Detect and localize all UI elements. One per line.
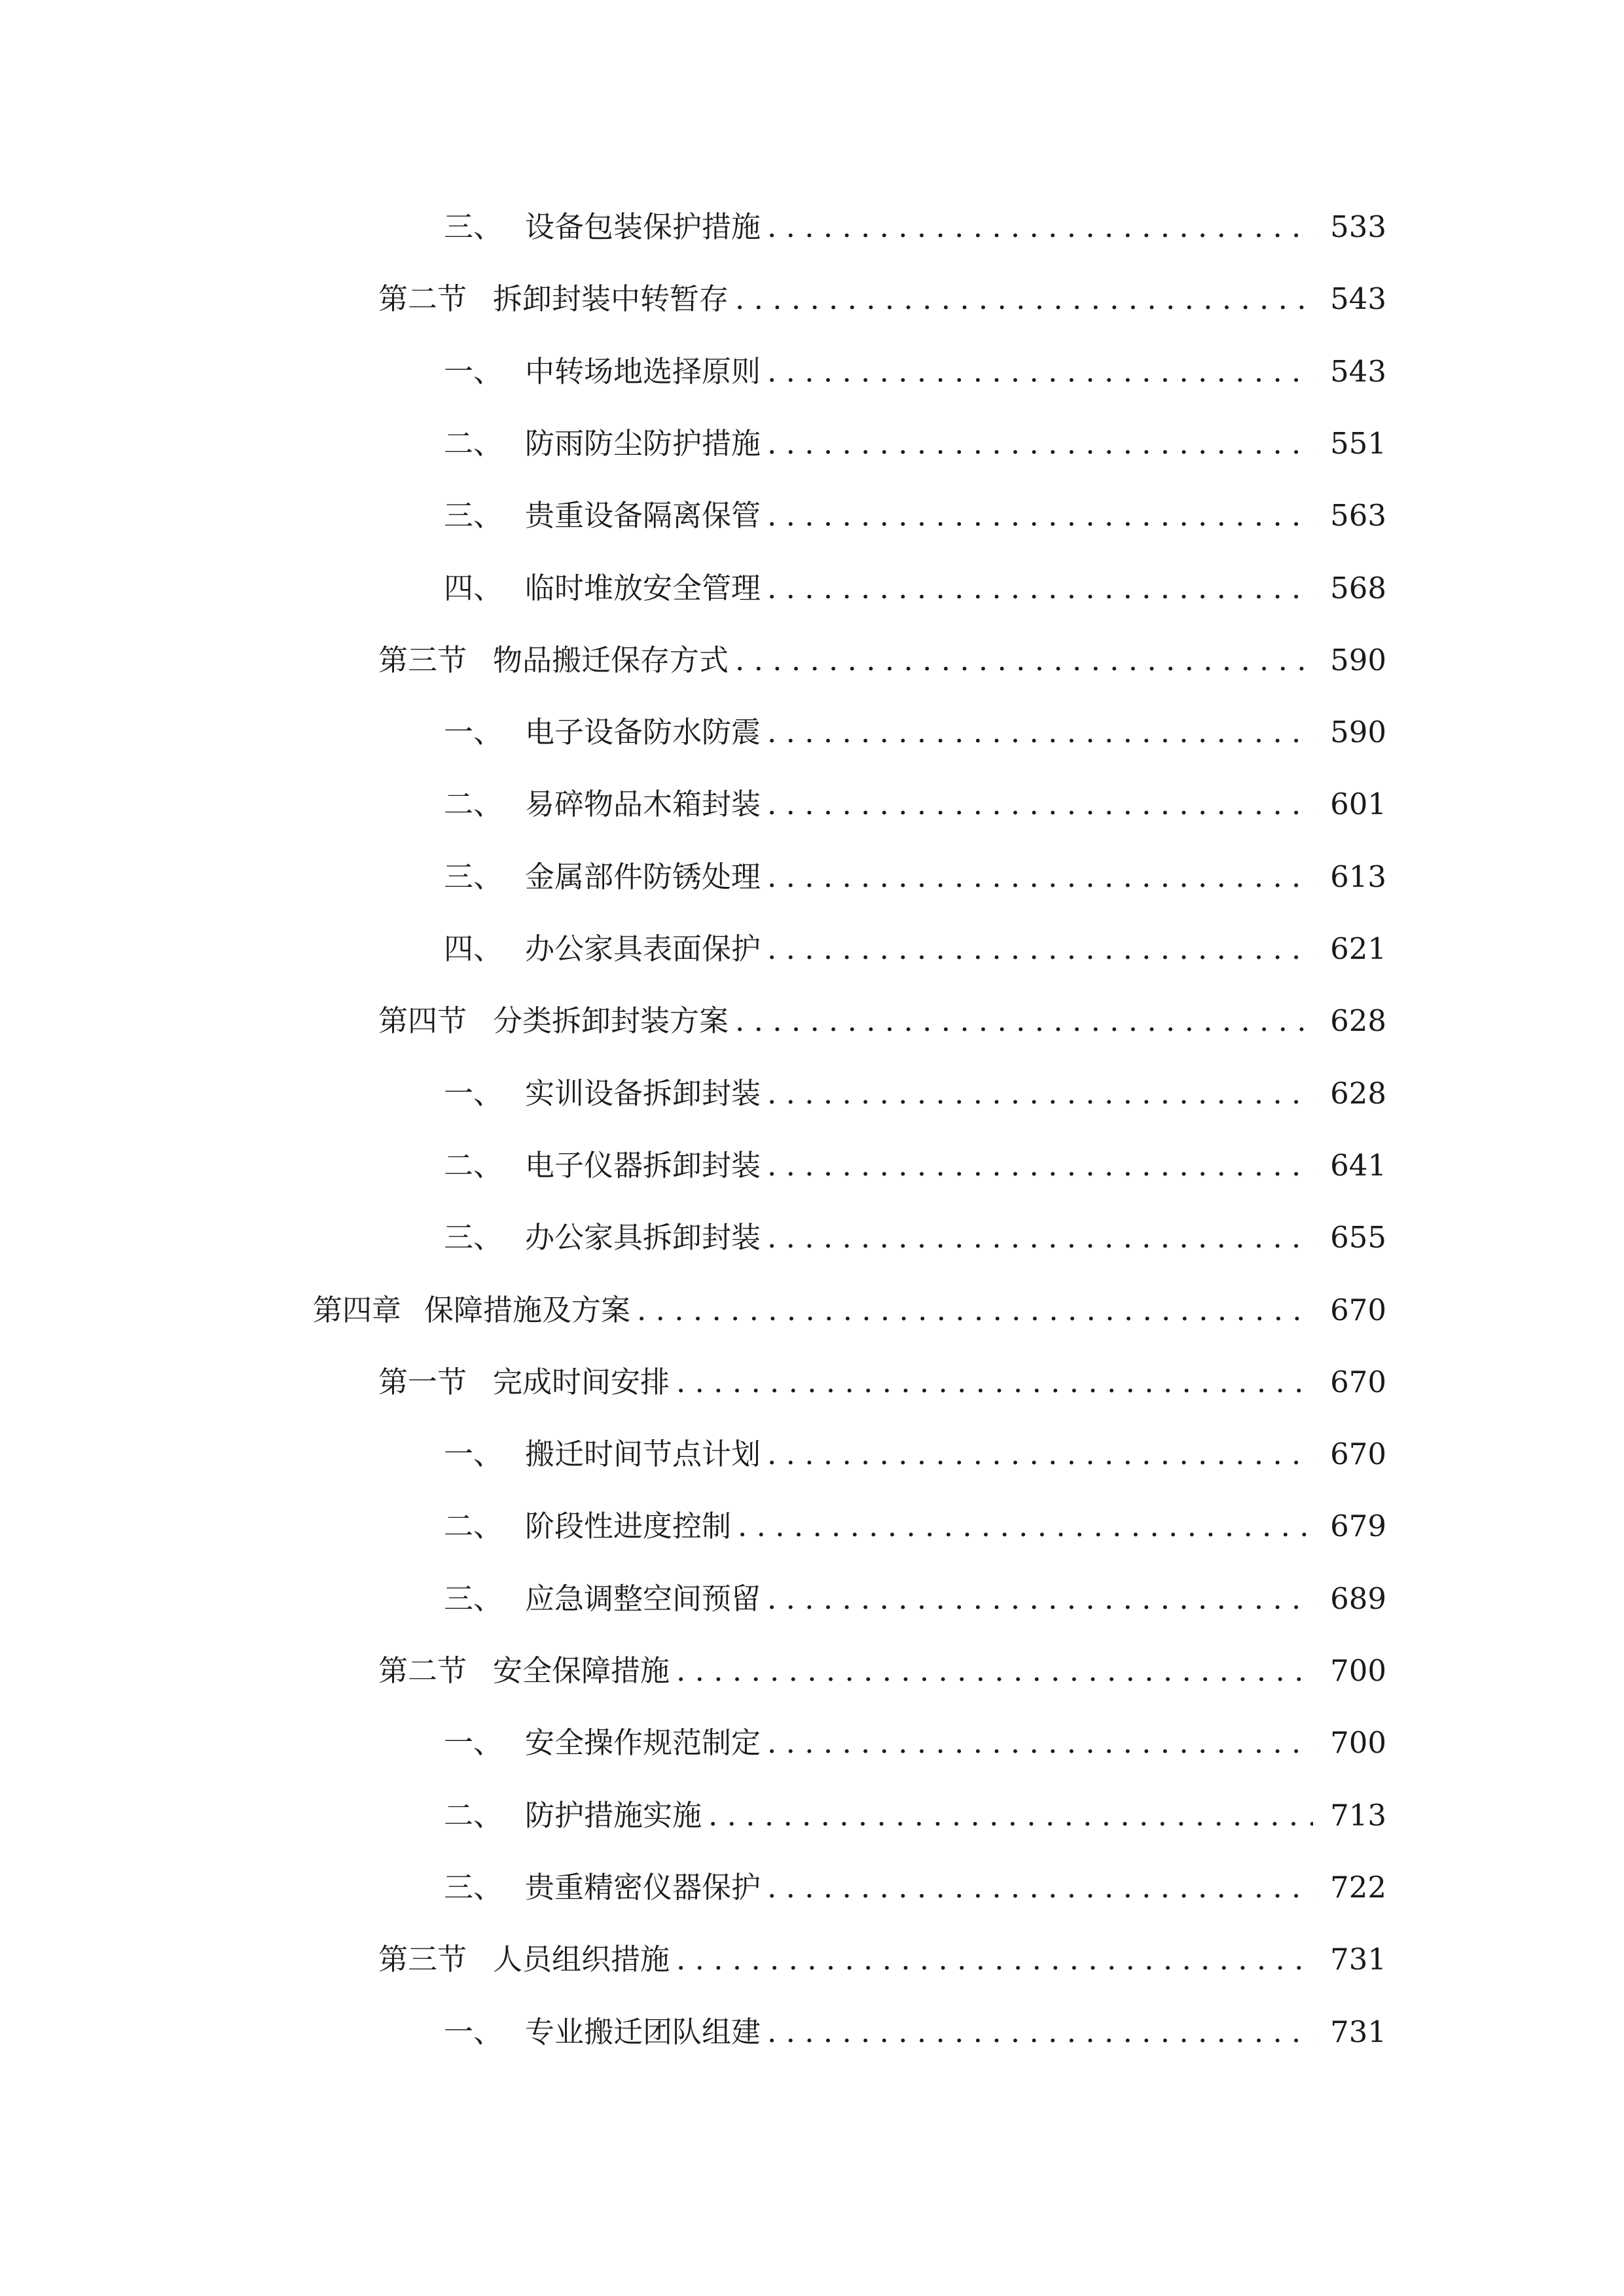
toc-dot-leader bbox=[767, 495, 1313, 537]
toc-entry-page-number: 641 bbox=[1330, 1148, 1386, 1183]
toc-entry-page-number: 551 bbox=[1330, 426, 1386, 461]
toc-entry-number: 一、 bbox=[444, 1076, 503, 1111]
toc-entry[interactable] bbox=[444, 206, 1386, 248]
toc-entry[interactable] bbox=[313, 1289, 1386, 1331]
toc-entry-page-number: 628 bbox=[1330, 1076, 1386, 1111]
toc-entry[interactable] bbox=[444, 1505, 1386, 1547]
toc-entry-title: 办公家具拆卸封装 bbox=[525, 1220, 761, 1255]
toc-entry[interactable] bbox=[444, 1867, 1386, 1909]
toc-dot-leader bbox=[676, 1939, 1313, 1981]
toc-entry-page-number: 670 bbox=[1330, 1365, 1386, 1399]
toc-entry-title: 设备包装保护措施 bbox=[525, 209, 761, 244]
toc-entry-number: 第四章 bbox=[313, 1293, 402, 1327]
toc-entry-title: 应急调整空间预留 bbox=[525, 1581, 761, 1616]
toc-dot-leader bbox=[767, 1145, 1313, 1187]
toc-entry-number: 第三节 bbox=[378, 1942, 467, 1977]
toc-entry-title: 电子设备防水防震 bbox=[525, 715, 761, 749]
toc-dot-leader bbox=[767, 1433, 1313, 1475]
toc-entry-page-number: 655 bbox=[1330, 1220, 1386, 1255]
toc-entry[interactable] bbox=[444, 1145, 1386, 1187]
toc-entry-title: 人员组织措施 bbox=[493, 1942, 670, 1977]
toc-dot-leader bbox=[767, 928, 1313, 970]
toc-entry-page-number: 543 bbox=[1330, 354, 1386, 389]
toc-entry-number: 二、 bbox=[444, 787, 503, 821]
toc-dot-leader bbox=[767, 1217, 1313, 1259]
toc-entry[interactable] bbox=[444, 928, 1386, 970]
toc-entry-page-number: 670 bbox=[1330, 1437, 1386, 1471]
toc-entry[interactable] bbox=[444, 1578, 1386, 1620]
toc-dot-leader bbox=[637, 1289, 1313, 1331]
toc-dot-leader bbox=[767, 856, 1313, 898]
toc-entry[interactable] bbox=[444, 711, 1386, 753]
toc-dot-leader bbox=[708, 1795, 1313, 1837]
toc-entry[interactable] bbox=[444, 1722, 1386, 1764]
toc-entry-page-number: 689 bbox=[1330, 1581, 1386, 1616]
toc-dot-leader bbox=[735, 278, 1313, 320]
toc-entry-page-number: 700 bbox=[1330, 1725, 1386, 1760]
toc-entry-title: 办公家具表面保护 bbox=[525, 931, 761, 966]
toc-entry[interactable] bbox=[444, 783, 1386, 825]
toc-entry-number: 一、 bbox=[444, 1437, 503, 1471]
toc-entry-number: 一、 bbox=[444, 354, 503, 389]
toc-entry[interactable] bbox=[444, 1073, 1386, 1115]
toc-dot-leader bbox=[676, 1361, 1313, 1403]
toc-dot-leader bbox=[767, 1578, 1313, 1620]
toc-entry[interactable] bbox=[378, 1361, 1386, 1403]
toc-entry-number: 四、 bbox=[444, 931, 503, 966]
toc-entry-title: 专业搬迁团队组建 bbox=[525, 2015, 761, 2049]
toc-entry[interactable] bbox=[444, 1217, 1386, 1259]
toc-entry-page-number: 722 bbox=[1330, 1870, 1386, 1905]
toc-entry-title: 安全保障措施 bbox=[493, 1653, 670, 1688]
toc-entry-page-number: 679 bbox=[1330, 1509, 1386, 1543]
toc-entry[interactable] bbox=[444, 495, 1386, 537]
toc-entry-title: 中转场地选择原则 bbox=[525, 354, 761, 389]
toc-entry-page-number: 731 bbox=[1330, 2015, 1386, 2049]
toc-entry-title: 物品搬迁保存方式 bbox=[493, 643, 729, 677]
toc-dot-leader bbox=[767, 1722, 1313, 1764]
toc-entry[interactable] bbox=[378, 1650, 1386, 1692]
toc-entry-title: 临时堆放安全管理 bbox=[525, 571, 761, 605]
toc-entry-page-number: 731 bbox=[1330, 1942, 1386, 1977]
toc-dot-leader bbox=[735, 639, 1313, 681]
toc-dot-leader bbox=[735, 1000, 1313, 1042]
toc-entry-page-number: 713 bbox=[1330, 1798, 1386, 1833]
toc-entry-title: 完成时间安排 bbox=[493, 1365, 670, 1399]
toc-dot-leader bbox=[767, 351, 1313, 393]
toc-entry-number: 三、 bbox=[444, 859, 503, 894]
toc-entry-page-number: 628 bbox=[1330, 1003, 1386, 1038]
toc-entry-page-number: 543 bbox=[1330, 281, 1386, 316]
toc-entry[interactable] bbox=[444, 1433, 1386, 1475]
toc-entry[interactable] bbox=[378, 278, 1386, 320]
toc-entry-number: 第一节 bbox=[378, 1365, 467, 1399]
toc-entry-title: 电子仪器拆卸封装 bbox=[525, 1148, 761, 1183]
toc-dot-leader bbox=[767, 1867, 1313, 1909]
toc-entry[interactable] bbox=[378, 639, 1386, 681]
toc-entry[interactable] bbox=[444, 1795, 1386, 1837]
toc-entry-number: 三、 bbox=[444, 1220, 503, 1255]
toc-entry-number: 二、 bbox=[444, 426, 503, 461]
toc-entry-title: 保障措施及方案 bbox=[424, 1293, 631, 1327]
toc-entry[interactable] bbox=[444, 567, 1386, 609]
toc-entry-title: 易碎物品木箱封装 bbox=[525, 787, 761, 821]
toc-entry-number: 第二节 bbox=[378, 1653, 467, 1688]
toc-entry-title: 安全操作规范制定 bbox=[525, 1725, 761, 1760]
toc-entry-title: 分类拆卸封装方案 bbox=[493, 1003, 729, 1038]
toc-dot-leader bbox=[767, 711, 1313, 753]
toc-entry-page-number: 590 bbox=[1330, 715, 1386, 749]
toc-entry-title: 金属部件防锈处理 bbox=[525, 859, 761, 894]
toc-entry-title: 贵重精密仪器保护 bbox=[525, 1870, 761, 1905]
toc-entry-number: 三、 bbox=[444, 498, 503, 533]
toc-dot-leader bbox=[767, 567, 1313, 609]
toc-entry-number: 四、 bbox=[444, 571, 503, 605]
toc-entry-page-number: 568 bbox=[1330, 571, 1386, 605]
toc-entry-page-number: 613 bbox=[1330, 859, 1386, 894]
toc-dot-leader bbox=[767, 1073, 1313, 1115]
toc-entry-title: 防护措施实施 bbox=[525, 1798, 702, 1833]
toc-dot-leader bbox=[767, 423, 1313, 465]
toc-entry-page-number: 621 bbox=[1330, 931, 1386, 966]
toc-entry-page-number: 563 bbox=[1330, 498, 1386, 533]
toc-entry-page-number: 670 bbox=[1330, 1293, 1386, 1327]
toc-entry-number: 二、 bbox=[444, 1798, 503, 1833]
toc-entry-number: 三、 bbox=[444, 1870, 503, 1905]
toc-entry-title: 拆卸封装中转暂存 bbox=[493, 281, 729, 316]
toc-entry-number: 一、 bbox=[444, 1725, 503, 1760]
toc-entry-number: 第四节 bbox=[378, 1003, 467, 1038]
toc-entry-title: 实训设备拆卸封装 bbox=[525, 1076, 761, 1111]
toc-entry-number: 二、 bbox=[444, 1509, 503, 1543]
toc-dot-leader bbox=[767, 206, 1313, 248]
toc-entry-page-number: 533 bbox=[1330, 209, 1386, 244]
toc-dot-leader bbox=[767, 783, 1313, 825]
toc-dot-leader bbox=[676, 1650, 1313, 1692]
toc-entry-title: 贵重设备隔离保管 bbox=[525, 498, 761, 533]
toc-entry-number: 一、 bbox=[444, 715, 503, 749]
toc-entry[interactable] bbox=[378, 1000, 1386, 1042]
toc-entry[interactable] bbox=[444, 423, 1386, 465]
toc-entry[interactable] bbox=[444, 351, 1386, 393]
toc-entry-page-number: 700 bbox=[1330, 1653, 1386, 1688]
toc-entry[interactable] bbox=[444, 2011, 1386, 2053]
toc-entry-title: 阶段性进度控制 bbox=[525, 1509, 732, 1543]
toc-entry-page-number: 590 bbox=[1330, 643, 1386, 677]
toc-entry-title: 防雨防尘防护措施 bbox=[525, 426, 761, 461]
toc-entry[interactable] bbox=[444, 856, 1386, 898]
toc-entry-number: 一、 bbox=[444, 2015, 503, 2049]
toc-entry-number: 第三节 bbox=[378, 643, 467, 677]
toc-entry-number: 三、 bbox=[444, 209, 503, 244]
toc-entry-number: 三、 bbox=[444, 1581, 503, 1616]
toc-entry-page-number: 601 bbox=[1330, 787, 1386, 821]
toc-dot-leader bbox=[767, 2011, 1313, 2053]
toc-entry[interactable] bbox=[378, 1939, 1386, 1981]
toc-dot-leader bbox=[738, 1505, 1313, 1547]
toc-entry-title: 搬迁时间节点计划 bbox=[525, 1437, 761, 1471]
toc-entry-number: 二、 bbox=[444, 1148, 503, 1183]
toc-entry-number: 第二节 bbox=[378, 281, 467, 316]
